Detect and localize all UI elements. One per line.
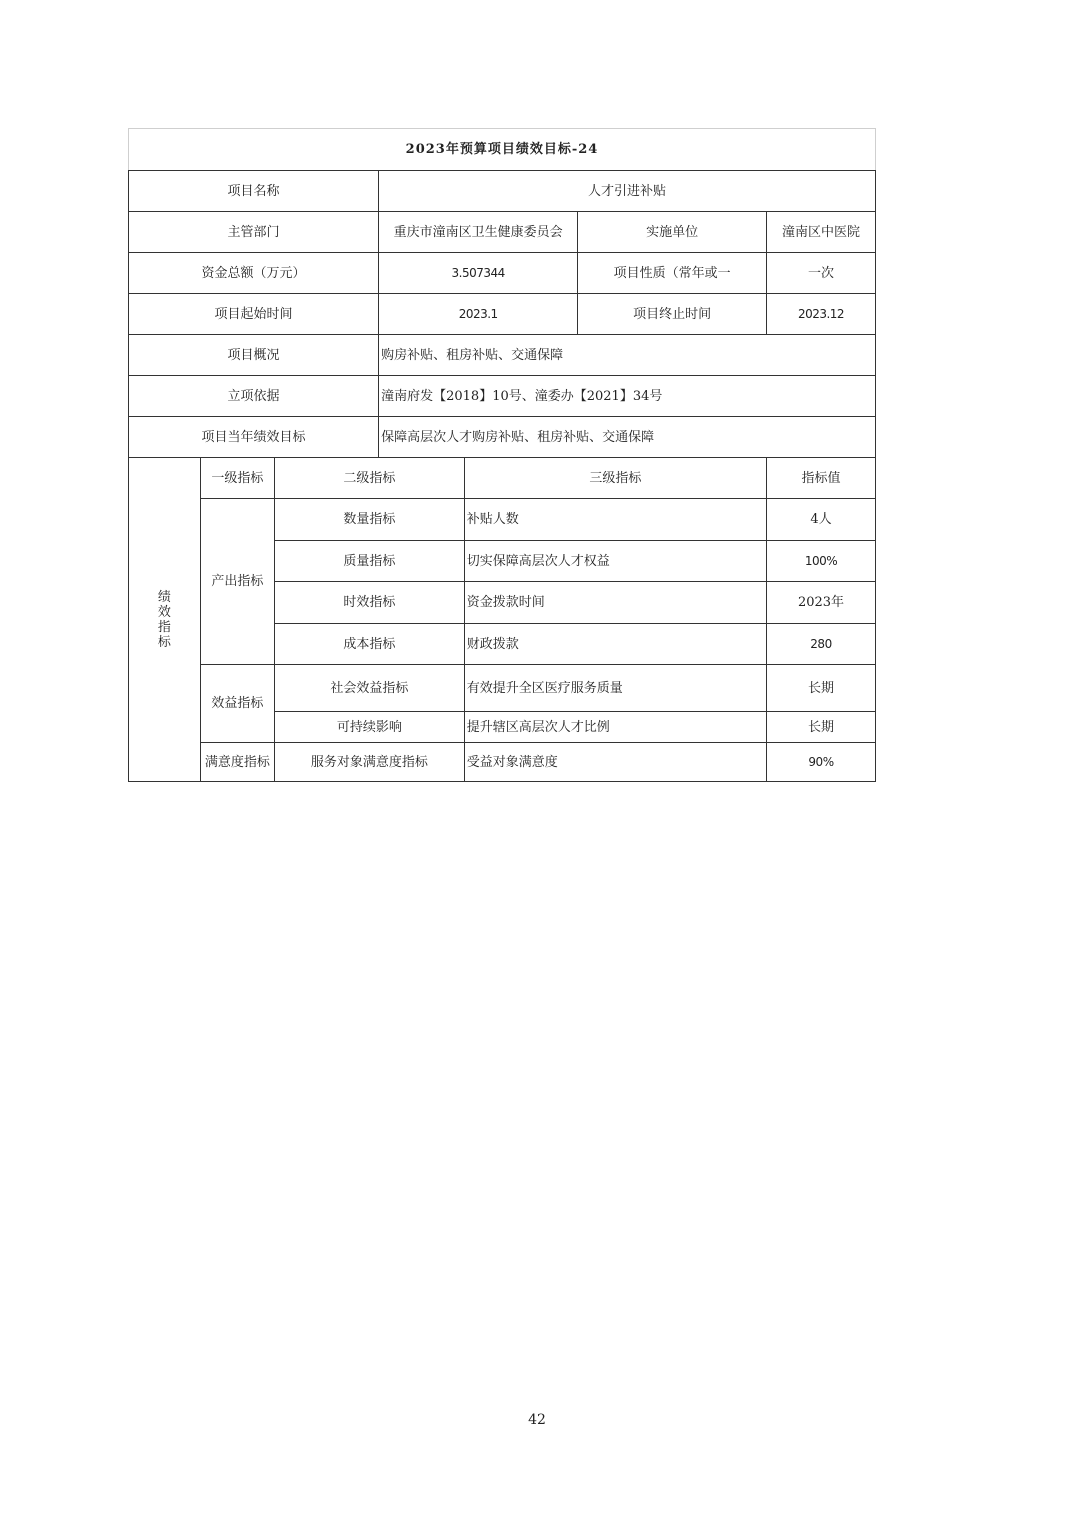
- page-number: 42: [528, 1412, 546, 1428]
- row-level2: 服务对象满意度指标: [274, 743, 464, 782]
- end-time-value: 2023.12: [767, 294, 876, 335]
- row-level3: 切实保障高层次人才权益: [464, 541, 766, 582]
- impl-unit-label: 实施单位: [578, 212, 767, 253]
- project-name-value: 人才引进补贴: [379, 171, 876, 212]
- row-level2: 成本指标: [274, 624, 464, 665]
- fund-value: 3.507344: [379, 253, 578, 294]
- nature-label: 项目性质（常年或一: [578, 253, 767, 294]
- row-level3: 财政拨款: [464, 624, 766, 665]
- output-indicator-label: 产出指标: [200, 499, 274, 665]
- table-title: 2023年预算项目绩效目标-24: [129, 129, 876, 171]
- row-level2: 数量指标: [274, 499, 464, 541]
- row-level2: 质量指标: [274, 541, 464, 582]
- row-level2: 时效指标: [274, 582, 464, 624]
- row-level3: 资金拨款时间: [464, 582, 766, 624]
- impl-unit-value: 潼南区中医院: [767, 212, 876, 253]
- row-level3: 补贴人数: [464, 499, 766, 541]
- row-level2: 社会效益指标: [274, 665, 464, 712]
- overview-value: 购房补贴、租房补贴、交通保障: [379, 335, 876, 376]
- annual-goal-label: 项目当年绩效目标: [129, 417, 379, 458]
- annual-goal-value: 保障高层次人才购房补贴、租房补贴、交通保障: [379, 417, 876, 458]
- dept-label: 主管部门: [129, 212, 379, 253]
- project-name-label: 项目名称: [129, 171, 379, 212]
- performance-target-table: [128, 128, 876, 782]
- row-value: 280: [767, 624, 876, 665]
- row-level3: 提升辖区高层次人才比例: [464, 712, 766, 743]
- perf-indicator-text: 绩效指标: [157, 589, 171, 650]
- satisfaction-indicator-label: 满意度指标: [200, 743, 274, 782]
- row-value: 长期: [767, 712, 876, 743]
- dept-value: 重庆市潼南区卫生健康委员会: [379, 212, 578, 253]
- start-time-label: 项目起始时间: [129, 294, 379, 335]
- fund-label: 资金总额（万元）: [129, 253, 379, 294]
- row-value: 100%: [767, 541, 876, 582]
- basis-value: 潼南府发【2018】10号、潼委办【2021】34号: [379, 376, 876, 417]
- row-level2: 可持续影响: [274, 712, 464, 743]
- row-level3: 受益对象满意度: [464, 743, 766, 782]
- start-time-value: 2023.1: [379, 294, 578, 335]
- row-value: 长期: [767, 665, 876, 712]
- level3-header: 三级指标: [464, 458, 766, 499]
- perf-indicator-label: [129, 458, 201, 782]
- end-time-label: 项目终止时间: [578, 294, 767, 335]
- level2-header: 二级指标: [274, 458, 464, 499]
- row-value: 2023年: [767, 582, 876, 624]
- benefit-indicator-label: 效益指标: [200, 665, 274, 743]
- nature-value: 一次: [767, 253, 876, 294]
- basis-label: 立项依据: [129, 376, 379, 417]
- value-header: 指标值: [767, 458, 876, 499]
- row-value: 90%: [767, 743, 876, 782]
- level1-header: 一级指标: [200, 458, 274, 499]
- row-value: 4人: [767, 499, 876, 541]
- overview-label: 项目概况: [129, 335, 379, 376]
- row-level3: 有效提升全区医疗服务质量: [464, 665, 766, 712]
